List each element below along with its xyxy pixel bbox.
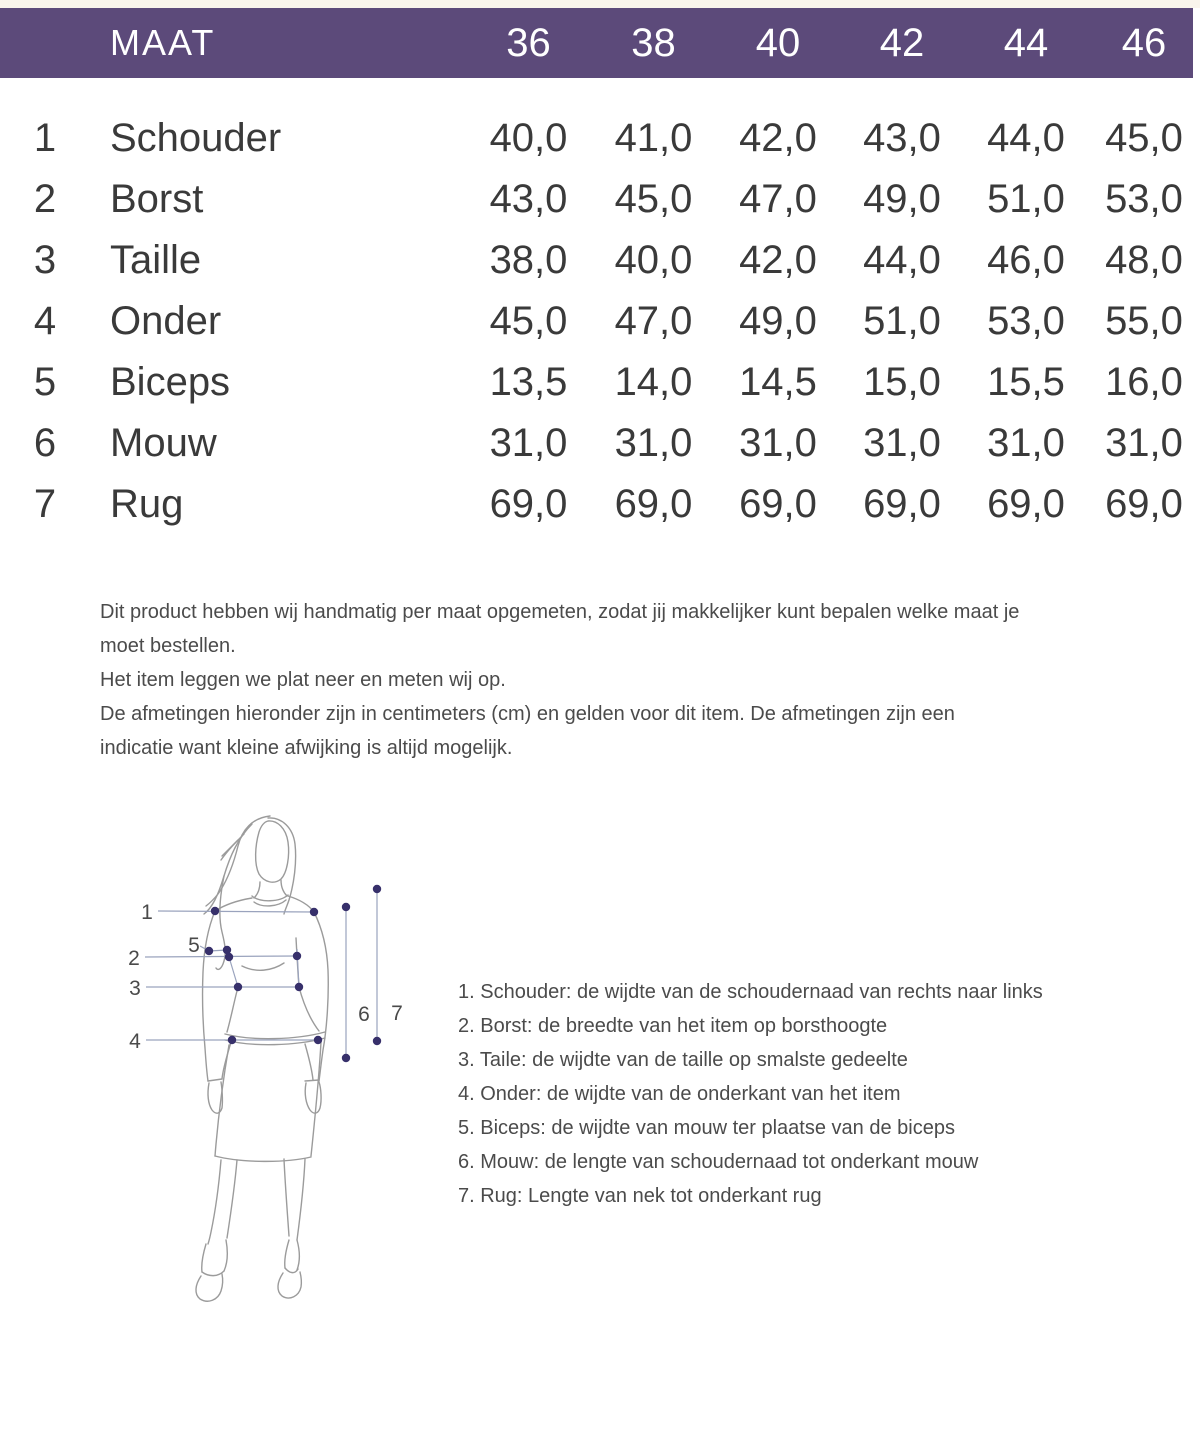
row-number: 4 (33, 299, 57, 343)
measurement-label: Taille (110, 238, 202, 282)
measurement-dot (211, 907, 219, 915)
legend-item: 4. Onder: de wijdte van de onderkant van het item (458, 1083, 901, 1105)
measurement-value: 53,0 (987, 299, 1065, 343)
measurement-value: 31,0 (1105, 421, 1183, 465)
measurement-value: 47,0 (614, 299, 693, 343)
measurement-value: 44,0 (987, 116, 1065, 160)
chest-line (145, 956, 297, 957)
measurement-value: 69,0 (489, 482, 568, 526)
measurement-value: 15,0 (863, 360, 941, 404)
legend-item: 3. Taile: de wijdte van de taille op smalste gedeelte (458, 1049, 908, 1071)
figure-number-label: 7 (391, 1002, 403, 1025)
measurement-dot (314, 1036, 322, 1044)
size-table (0, 108, 1200, 535)
description-line: indicatie want kleine afwijking is altijd mogelijk. (100, 737, 513, 759)
table-row-borst (0, 169, 1200, 230)
table-row-rug (0, 474, 1200, 535)
measurement-value: 43,0 (489, 177, 568, 221)
measurement-dot (293, 952, 301, 960)
measurement-dot (205, 947, 213, 955)
size-column-header-38: 38 (631, 21, 676, 65)
figure-number-label: 3 (129, 977, 141, 1000)
legend-item: 7. Rug: Lengte van nek tot onderkant rug (458, 1185, 822, 1207)
legend-item: 5. Biceps: de wijdte van mouw ter plaatse van de biceps (458, 1117, 955, 1139)
table-row-taille (0, 230, 1200, 291)
legend-item: 6. Mouw: de lengte van schoudernaad tot onderkant mouw (458, 1151, 979, 1173)
size-column-header-40: 40 (755, 21, 801, 65)
measurement-value: 69,0 (863, 482, 941, 526)
row-number: 5 (33, 360, 57, 404)
measurement-dot (295, 983, 303, 991)
measurement-dot (228, 1036, 236, 1044)
measurement-value: 38,0 (489, 238, 568, 282)
figure-number-label: 4 (129, 1030, 141, 1053)
measurement-value: 45,0 (489, 299, 568, 343)
chest-waist-connector (229, 957, 238, 987)
measurement-dot (373, 885, 381, 893)
description-text (100, 595, 1110, 765)
figure-number-label: 1 (141, 901, 153, 924)
measurement-value: 69,0 (1105, 482, 1183, 526)
measurement-value: 40,0 (614, 238, 693, 282)
size-column-header-42: 42 (879, 21, 925, 65)
row-number: 7 (33, 482, 57, 526)
measurement-value: 14,0 (614, 360, 693, 404)
measurement-value: 31,0 (489, 421, 568, 465)
legend-item: 2. Borst: de breedte van het item op borsthoogte (458, 1015, 888, 1037)
measurement-value: 49,0 (739, 299, 817, 343)
measurement-value: 40,0 (489, 116, 568, 160)
measurement-value: 51,0 (863, 299, 941, 343)
measurement-overlay (128, 885, 403, 1062)
measurement-value: 47,0 (739, 177, 817, 221)
measurement-value: 69,0 (614, 482, 693, 526)
row-number: 3 (33, 238, 57, 282)
measurement-dot (310, 908, 318, 916)
table-row-onder (0, 291, 1200, 352)
measurement-value: 48,0 (1105, 238, 1183, 282)
description-line: moet bestellen. (100, 635, 236, 657)
measurement-value: 55,0 (1105, 299, 1183, 343)
size-column-header-36: 36 (506, 21, 551, 65)
measurement-value: 45,0 (614, 177, 693, 221)
shoulder-line (158, 911, 314, 912)
measurement-value: 69,0 (987, 482, 1065, 526)
table-row-mouw (0, 413, 1200, 474)
measurement-dot (342, 903, 350, 911)
table-row-schouder (0, 108, 1200, 169)
figure-number-label: 5 (188, 934, 200, 957)
size-column-header-44: 44 (1003, 21, 1049, 65)
measurement-value: 42,0 (739, 116, 817, 160)
description-line: Het item leggen we plat neer en meten wij op. (100, 669, 506, 691)
description-line: De afmetingen hieronder zijn in centimeters (cm) en gelden voor dit item. De afmetingen zijn een (100, 703, 955, 725)
measurement-value: 16,0 (1105, 360, 1183, 404)
measurement-value: 31,0 (614, 421, 693, 465)
measurement-dot (225, 953, 233, 961)
measurement-value: 45,0 (1105, 116, 1183, 160)
measurement-label: Schouder (110, 116, 282, 160)
measurement-value: 42,0 (739, 238, 817, 282)
measurement-legend (458, 975, 1138, 1213)
measurement-value: 51,0 (987, 177, 1065, 221)
body-sketch (196, 816, 328, 1301)
measurement-label: Biceps (110, 360, 231, 404)
measurement-value: 41,0 (614, 116, 693, 160)
measurement-value: 31,0 (987, 421, 1065, 465)
measurement-label: Mouw (110, 421, 217, 465)
top-strip (0, 0, 1200, 8)
legend-item: 1. Schouder: de wijdte van de schoudernaad van rechts naar links (458, 981, 1043, 1003)
measurement-value: 13,5 (489, 360, 568, 404)
row-number: 6 (33, 421, 57, 465)
figure-number-label: 6 (358, 1003, 370, 1026)
measurement-value: 46,0 (987, 238, 1065, 282)
size-chart-title: MAAT (110, 22, 216, 63)
measurement-value: 43,0 (863, 116, 941, 160)
measurement-value: 15,5 (987, 360, 1065, 404)
table-row-biceps (0, 352, 1200, 413)
figure-number-label: 2 (128, 947, 140, 970)
measurement-dot (373, 1037, 381, 1045)
measurement-value: 14,5 (739, 360, 817, 404)
measurement-value: 49,0 (863, 177, 941, 221)
size-chart-header (0, 8, 1193, 78)
measurement-value: 69,0 (739, 482, 817, 526)
description-line: Dit product hebben wij handmatig per maat opgemeten, zodat jij makkelijker kunt bepalen welke maat je (100, 601, 1020, 623)
measurement-dot (342, 1054, 350, 1062)
measurement-value: 53,0 (1105, 177, 1183, 221)
measurement-dot (234, 983, 242, 991)
row-number: 1 (33, 116, 57, 160)
measurement-figure (100, 788, 440, 1320)
measurement-label: Rug (110, 482, 184, 526)
measurement-label: Onder (110, 299, 222, 343)
size-column-header-46: 46 (1121, 21, 1167, 65)
row-number: 2 (33, 177, 57, 221)
measurement-value: 31,0 (739, 421, 817, 465)
measurement-value: 31,0 (863, 421, 941, 465)
measurement-label: Borst (110, 177, 204, 221)
measurement-value: 44,0 (863, 238, 941, 282)
